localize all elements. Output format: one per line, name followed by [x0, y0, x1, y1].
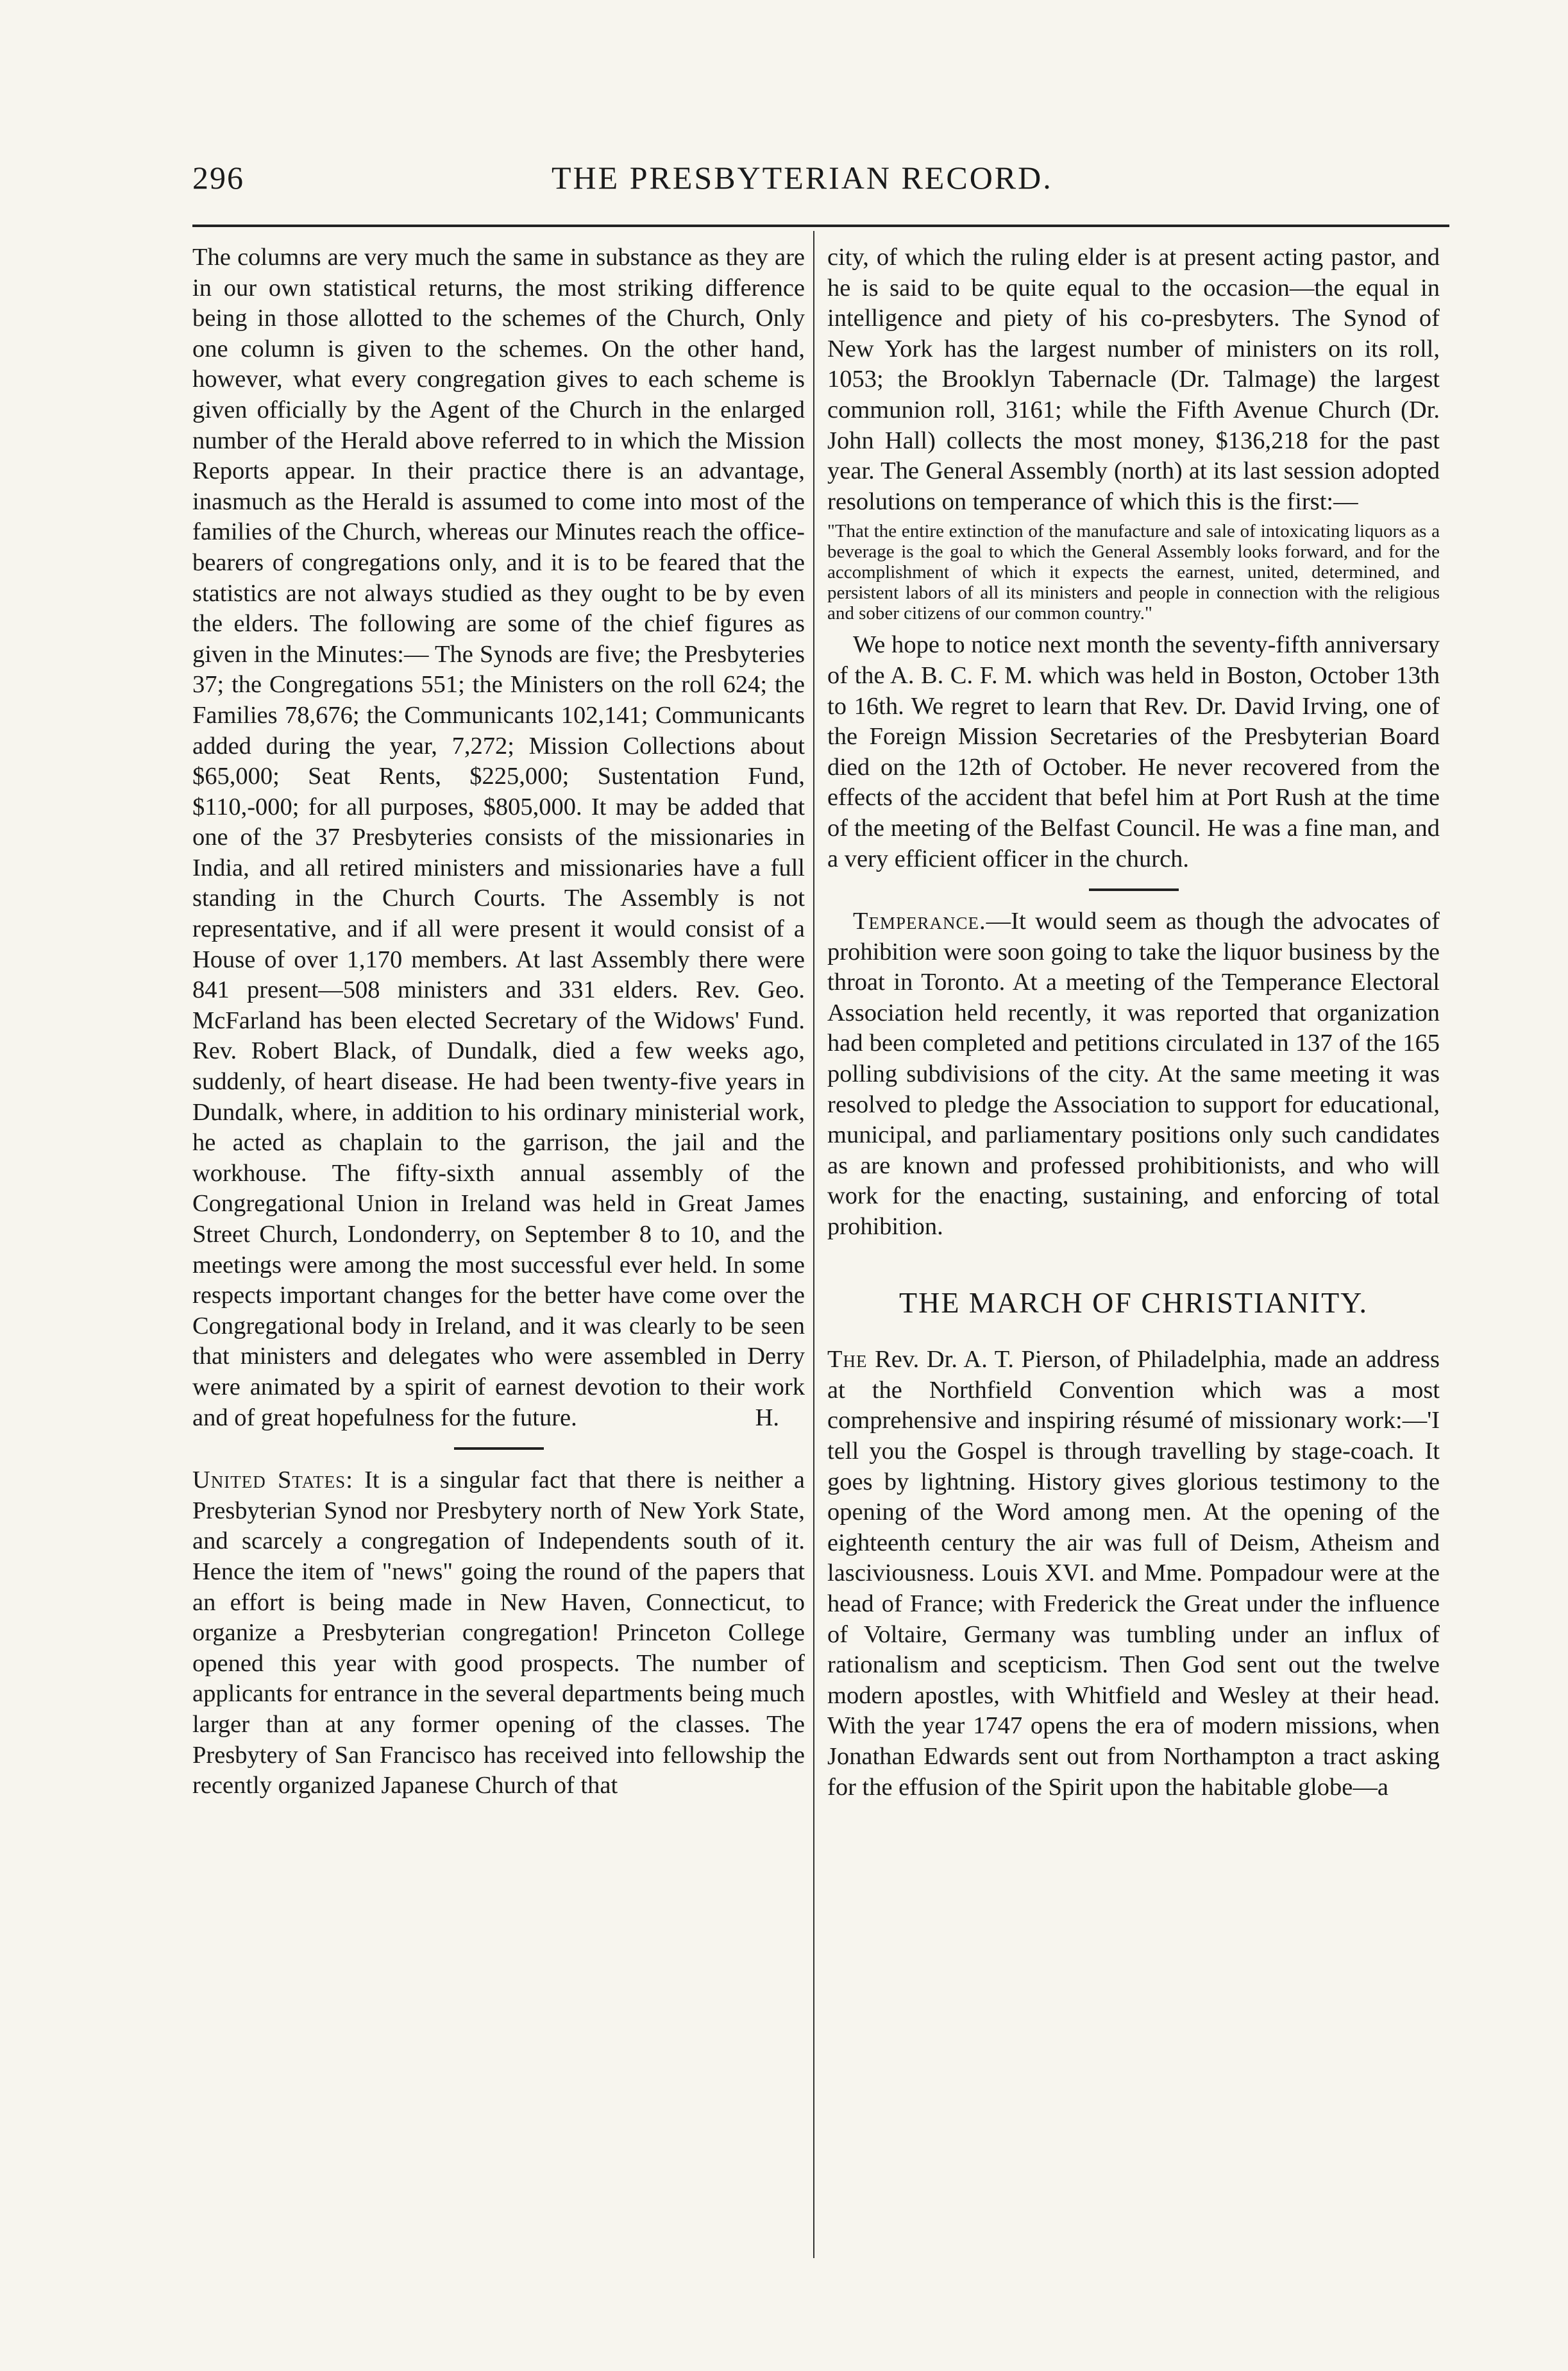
synod-statistics-text: The columns are very much the same in substance as they are in our own statistical returns, the most striking difference being in those allotted to the schemes of the Church, Only one column is given to the schemes. On the other hand, however, what every congregation gives to each scheme is given officially by the Agent of the Church in the enlarged number of the Herald above referred to in which the Mission Reports appear. In their practice there is an advantage, inasmuch as the Herald is assumed to come into most of the families of the Church, whereas our Minutes reach the office-bearers of congregations only, and it is to be feared that the statistics are not always studied as they ought to be by even the elders. The following are some of the chief figures as given in the Minutes:— The Synods are five; the Presbyteries 37; the Congregations 551; the Ministers on the roll 624; the Families 78,676; the Communicants 102,141; Communicants added during the year, 7,272; Mission Collections about $65,000; Seat Rents, $225,000; Sustentation Fund, $110,-000; for all purposes, $805,000. It may be added that one of the 37 Presbyteries consists of the missionaries in India, and all retired ministers and missionaries have a full standing in the Church Courts. The Assembly is not representative, and if all were present it would consist of a House of over 1,170 members. At last Assembly there were 841 present—508 ministers and 331 elders. Rev. Geo. McFarland has been elected Secretary of the Widows' Fund. Rev. Robert Black, of Dundalk, died a few weeks ago, suddenly, of heart disease. He had been twenty-five years in Dundalk, where, in addition to his ordinary ministerial work, he acted as chaplain to the garrison, the jail and the workhouse. The fifty-sixth annual assembly of the Congregational Union in Ireland was held in Great James Street Church, Londonderry, on September 8 to 10, and the meetings were among the most successful ever held. In some respects important changes for the better have come over the Congregational body in Ireland, and it was clearly to be seen that ministers and delegates who were assembled in Derry were animated by a spirit of earnest devotion to their work and of great hopefulness for the future. [192, 244, 805, 1431]
section-heading: THE MARCH OF CHRISTIANITY. [899, 1286, 1368, 1319]
synod-statistics-paragraph [192, 242, 805, 1433]
temperance-lead: Temperance. [853, 908, 986, 935]
right-column [827, 242, 1440, 1803]
column-divider [813, 231, 814, 2258]
left-column [192, 242, 805, 1801]
page-number: 296 [192, 160, 244, 196]
march-of-christianity-paragraph [827, 1345, 1440, 1803]
united-states-text: It is a singular fact that there is neither a Presbyterian Synod nor Presbytery north of New York State, and scarcely a congregation of Independents south of it. Hence the item of "news" going the round of the papers that an effort is being made in New Haven, Connecticut, to organize a Presbyterian congregation! Princeton College opened this year with good prospects. The number of applicants for entrance in the several departments being much larger than at any former opening of the classes. The Presbytery of San Francisco has received into fellowship the recently organized Japanese Church of that [192, 1466, 805, 1799]
author-signoff: H. [755, 1404, 779, 1431]
abcfm-anniversary-paragraph: We hope to notice next month the seventy-fifth anniversary of the A. B. C. F. M. which was held in Boston, October 13th to 16th. We regret to learn that Rev. Dr. David Irving, one of the Foreign Mission Secretaries of the Presbyterian Board died on the 12th of October. He never recovered from the effects of the accident that befel him at Port Rush at the time of the meeting of the Belfast Council. He was a fine man, and a very efficient officer in the church. [827, 631, 1440, 872]
temperance-resolution-quote: "That the entire extinction of the manufacture and sale of intoxicating liquors as a beverage is the goal to which the General Assembly looks forward, and for the accomplishment of which it expects the earnest, united, determined, and persistent labors of all its ministers and people in connection with the religious and sober citizens of our common country." [827, 521, 1440, 624]
march-text: Rev. Dr. A. T. Pierson, of Philadelphia, made an address at the Northfield Convention which was a most comprehensive and inspiring résumé of missionary work:—'I tell you the Gospel is through travelling by stage-coach. It goes by lightning. History gives glorious testimony to the opening of the Word among men. At the opening of the eighteenth century the air was full of Deism, Atheism and lasciviousness. Louis XVI. and Mme. Pompadour were at the head of France; with Frederick the Great under the influence of Voltaire, Germany was tumbling under an influx of rationalism and scepticism. Then God sent out the twelve modern apostles, with Whitfield and Wesley at their head. With the year 1747 opens the era of modern missions, when Jonathan Edwards sent out from Northampton a tract asking for the effusion of the Spirit upon the habitable globe—a [827, 1346, 1440, 1801]
running-title: THE PRESBYTERIAN RECORD. [552, 160, 1053, 196]
march-lead: The [827, 1346, 868, 1373]
united-states-lead: United States: [192, 1466, 353, 1494]
section-divider [454, 1447, 544, 1450]
page-header [192, 159, 1462, 210]
temperance-paragraph [827, 906, 1440, 1243]
new-york-synod-paragraph: city, of which the ruling elder is at present acting pastor, and he is said to be quite equal to the occasion—the equal in intelligence and piety of his co-presbyters. The Synod of New York has the largest number of ministers on its roll, 1053; the Brooklyn Tabernacle (Dr. Talmage) the largest communion roll, 3161; while the Fifth Avenue Church (Dr. John Hall) collects the most money, $136,218 for the past year. The General Assembly (north) at its last session adopted resolutions on temperance of which this is the first:— [827, 244, 1440, 515]
section-divider [1089, 888, 1179, 891]
header-rule [192, 225, 1449, 227]
united-states-paragraph [192, 1465, 805, 1801]
temperance-text: —It would seem as though the advocates of prohibition were soon going to take the liquor business by the throat in Toronto. At a meeting of the Temperance Electoral Association held recently, it was reported that organization had been completed and petitions circulated in 137 of the 165 polling subdivisions of the city. At the same meeting it was resolved to pledge the Association to support for educational, municipal, and parliamentary positions only such candidates as are known and professed prohibitionists, and who will work for the enacting, sustaining, and enforcing of total prohibition. [827, 908, 1440, 1241]
